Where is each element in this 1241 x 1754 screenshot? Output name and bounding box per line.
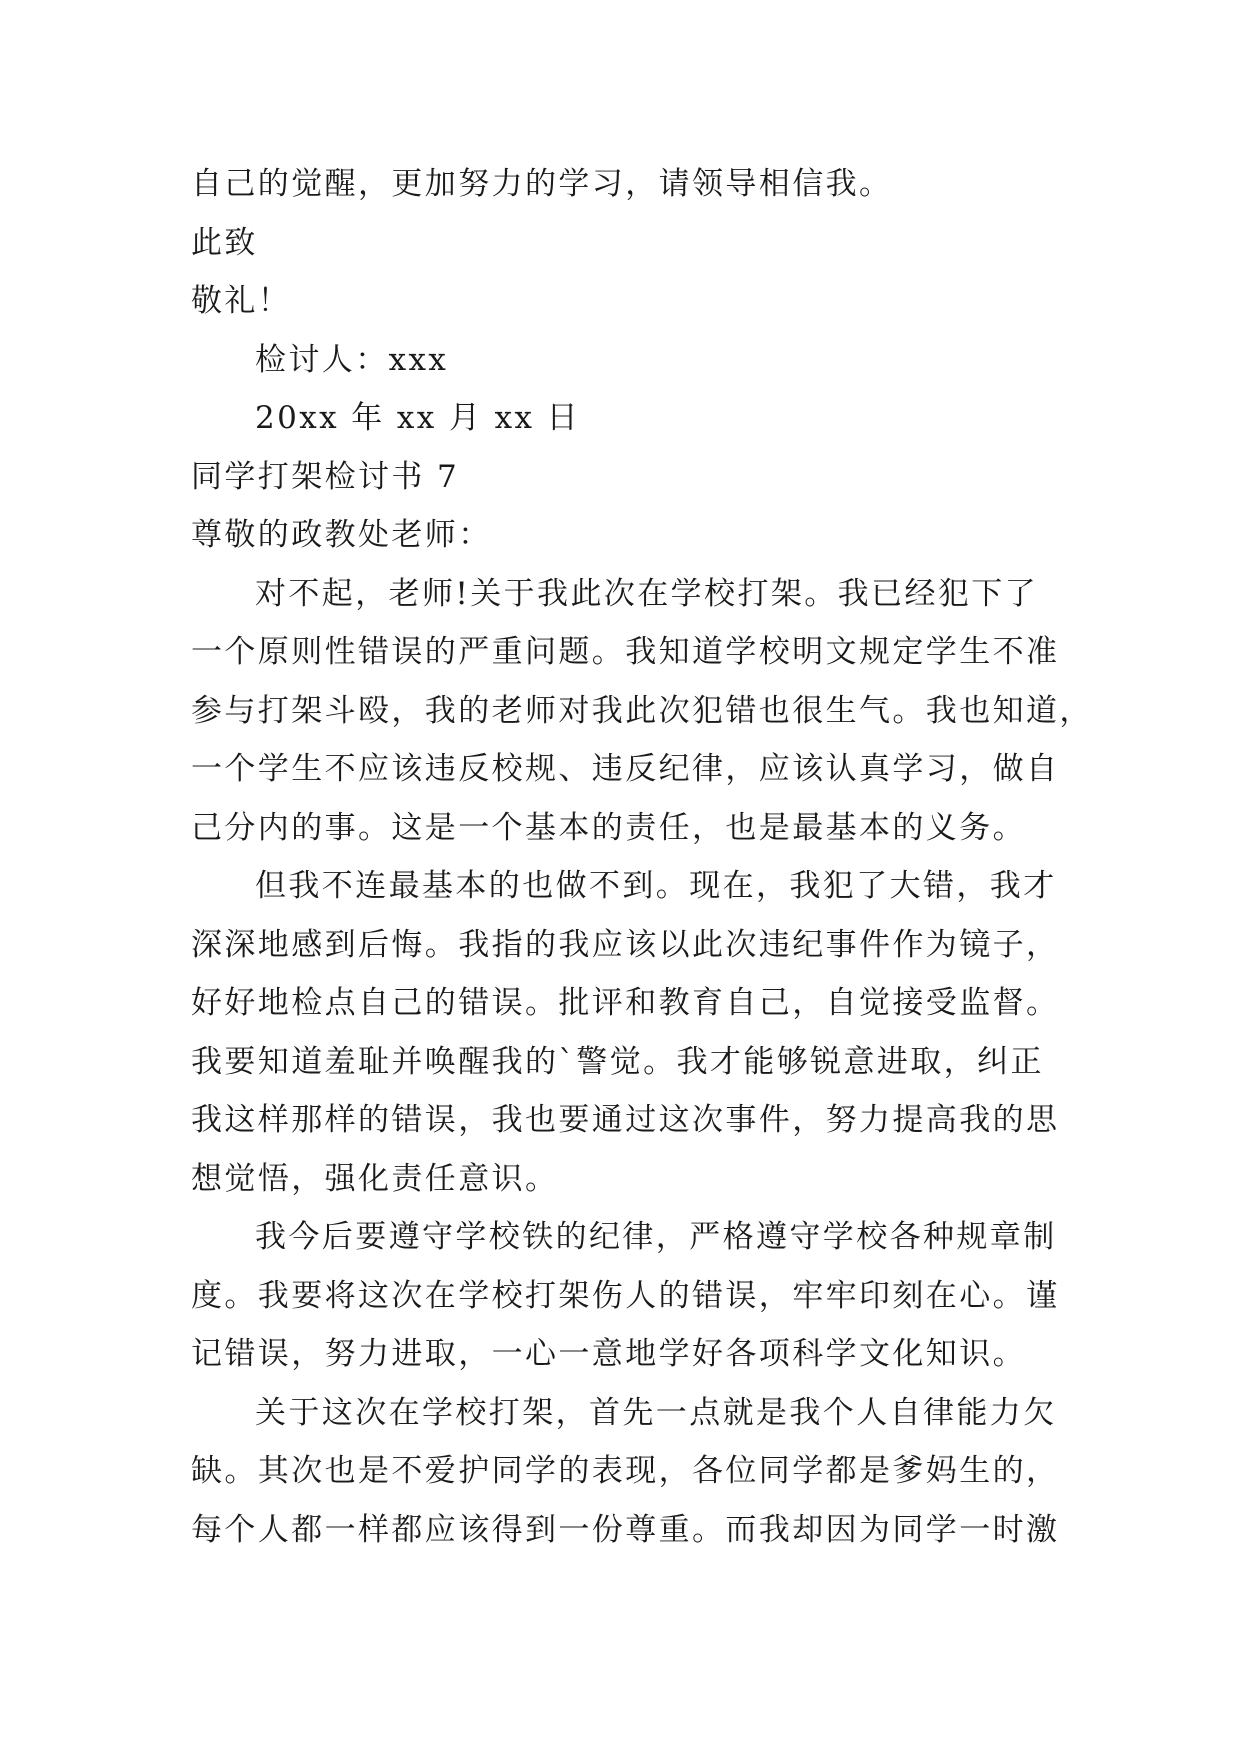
section-title: 同学打架检讨书 7 [191, 458, 460, 495]
paragraph-line: 对不起，老师!关于我此次在学校打架。我已经犯下了 [255, 575, 1039, 612]
document-body [191, 155, 1093, 1559]
paragraph-line: 自己的觉醒，更加努力的学习，请领导相信我。 [191, 166, 893, 202]
paragraph-line: 一个学生不应该违反校规、违反纪律，应该认真学习，做自 [191, 751, 1060, 787]
paragraph-line: 参与打架斗殴，我的老师对我此次犯错也很生气。我也知道， [191, 692, 1093, 729]
paragraph-line: 想觉悟，强化责任意识。 [191, 1160, 559, 1197]
paragraph-line: 己分内的事。这是一个基本的责任，也是最基本的义务。 [191, 809, 1026, 846]
paragraph-line: 我要知道羞耻并唤醒我的`警觉。我才能够锐意进取，纠正 [191, 1043, 1044, 1080]
paragraph-line: 我今后要遵守学校铁的纪律，严格遵守学校各种规章制 [255, 1219, 1057, 1255]
paragraph-line: 好好地检点自己的错误。批评和教育自己，自觉接受监督。 [191, 985, 1060, 1021]
paragraph-line: 关于这次在学校打架，首先一点就是我个人自律能力欠 [255, 1394, 1057, 1431]
paragraph-line: 缺。其次也是不爱护同学的表现，各位同学都是爹妈生的， [191, 1453, 1060, 1489]
paragraph-line: 度。我要将这次在学校打架伤人的错误，牢牢印刻在心。谨 [191, 1277, 1060, 1314]
paragraph-line: 一个原则性错误的严重问题。我知道学校明文规定学生不准 [191, 634, 1060, 670]
signature-name: 检讨人：xxx [255, 341, 449, 378]
closing-respect: 敬礼！ [191, 283, 292, 319]
paragraph-line: 但我不连最基本的也做不到。现在，我犯了大错，我才 [255, 868, 1057, 904]
paragraph-line: 我这样那样的错误，我也要通过这次事件，努力提高我的思 [191, 1102, 1060, 1138]
greeting: 尊敬的政教处老师： [191, 517, 492, 553]
paragraph-line: 深深地感到后悔。我指的我应该以此次违纪事件作为镜子， [191, 926, 1060, 963]
paragraph-line: 记错误，努力进取，一心一意地学好各项科学文化知识。 [191, 1336, 1026, 1372]
signature-date: 20xx 年 xx 月 xx 日 [255, 400, 581, 436]
closing-salutation: 此致 [191, 224, 258, 261]
paragraph-line: 每个人都一样都应该得到一份尊重。而我却因为同学一时激 [191, 1511, 1060, 1548]
